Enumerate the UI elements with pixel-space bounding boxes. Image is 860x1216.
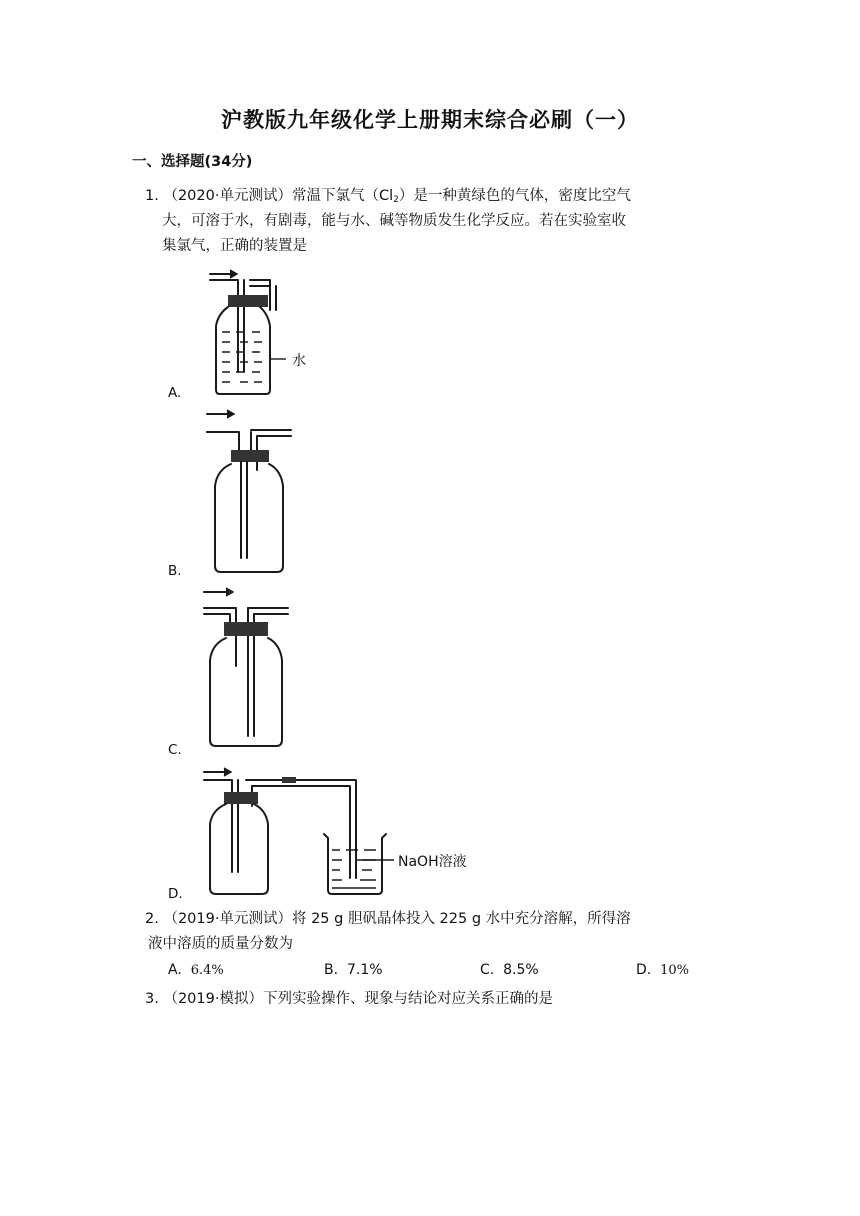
question-1-line-2: 大，可溶于水，有剧毒，能与水、碱等物质发生化学反应。若在实验室收 (162, 213, 626, 229)
question-2-line-1 (145, 906, 631, 932)
question-2-text: 将 25 g 胆矾晶体投入 225 g 水中充分溶解，所得溶 (291, 911, 631, 927)
question-3-line-1 (145, 986, 553, 1012)
apparatus-a-figure (200, 262, 340, 402)
apparatus-d-figure (202, 766, 502, 896)
question-3-source: （2019·模拟） (163, 991, 263, 1007)
naoh-solution-fill (332, 850, 376, 888)
q2-option-c-label: C. (480, 962, 495, 978)
q2-option-d-value: 10% (660, 963, 690, 978)
question-1-text-a: 常温下氯气（Cl (291, 188, 394, 204)
question-2-number: 2. (145, 911, 159, 927)
question-1-source: （2020·单元测试） (163, 188, 292, 204)
q2-option-a-label: A. (168, 962, 182, 978)
water-label: 水 (292, 353, 306, 369)
question-2-source: （2019·单元测试） (163, 911, 292, 927)
option-d-label[interactable]: D. (168, 886, 183, 902)
q2-option-b[interactable] (324, 962, 383, 978)
question-1-number: 1. (145, 188, 159, 204)
option-b-label[interactable]: B. (168, 563, 182, 579)
apparatus-b-figure (203, 408, 313, 578)
q2-option-b-value: 7.1% (346, 962, 383, 978)
question-1-subscript: 2 (393, 195, 399, 205)
water-fill (222, 332, 262, 382)
q2-option-a-value: 6.4% (190, 963, 224, 978)
question-3-text: 下列实验操作、现象与结论对应关系正确的是 (262, 991, 553, 1007)
q2-option-c[interactable] (480, 962, 539, 978)
question-1-line-3: 集氯气，正确的装置是 (162, 238, 307, 254)
question-2-line-2: 液中溶质的质量分数为 (148, 936, 293, 952)
q2-option-a[interactable] (168, 962, 224, 978)
q2-option-c-value: 8.5% (503, 962, 539, 978)
question-3-number: 3. (145, 991, 159, 1007)
document-title: 沪教版九年级化学上册期末综合必刷（一） (221, 107, 639, 132)
section-heading: 一、选择题(34分) (132, 154, 253, 170)
q2-option-d[interactable] (636, 962, 689, 978)
question-1-text-b: ）是一种黄绿色的气体，密度比空气 (398, 188, 631, 204)
q2-option-b-label: B. (324, 962, 339, 978)
apparatus-c-figure (198, 584, 308, 754)
q2-option-d-label: D. (636, 962, 652, 978)
option-a-label[interactable]: A. (168, 385, 182, 401)
option-c-label[interactable]: C. (168, 742, 182, 758)
naoh-label: NaOH溶液 (398, 854, 467, 870)
